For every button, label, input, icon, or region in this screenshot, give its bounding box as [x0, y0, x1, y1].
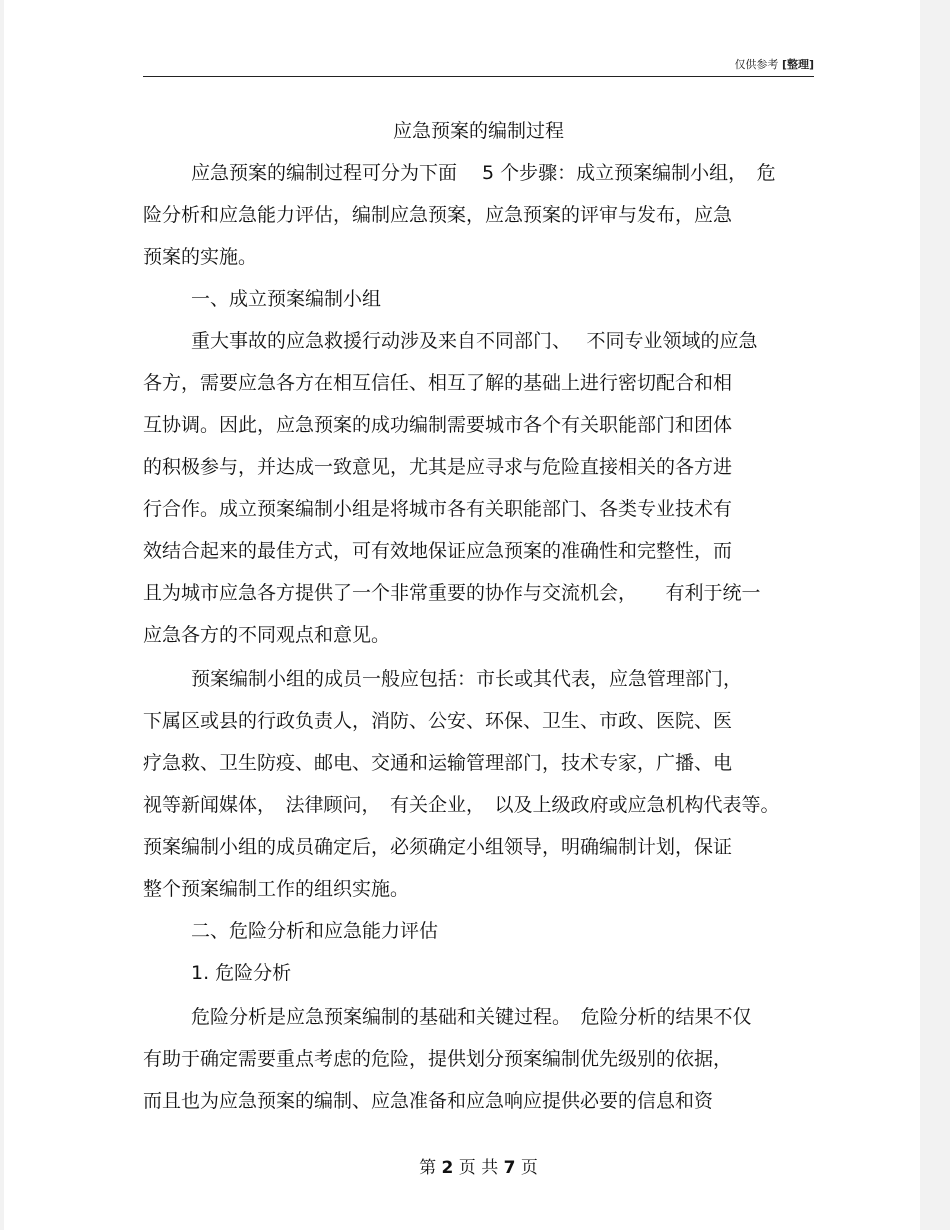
paragraph-line: 应急各方的不同观点和意见。: [143, 624, 391, 646]
paragraph-line: 互协调。因此，应急预案的成功编制需要城市各个有关职能部门和团体: [143, 414, 733, 436]
paragraph-line: 重大事故的应急救援行动涉及来自不同部门、 不同专业领域的应急: [191, 330, 758, 352]
paragraph-line: 预案编制小组的成员一般应包括：市长或其代表，应急管理部门，: [191, 668, 743, 690]
paragraph-line: 且为城市应急各方提供了一个非常重要的协作与交流机会， 有利于统一: [143, 582, 761, 604]
paragraph-line: 有助于确定需要重点考虑的危险，提供划分预案编制优先级别的依据，: [143, 1048, 733, 1070]
footer-gong: 共: [481, 1158, 499, 1178]
paragraph-line: 行合作。成立预案编制小组是将城市各有关职能部门、各类专业技术有: [143, 498, 733, 520]
section-heading: 一、成立预案编制小组: [191, 288, 382, 310]
paragraph-line: 的积极参与，并达成一致意见，尤其是应寻求与危险直接相关的各方进: [143, 456, 733, 478]
footer-ye: 页: [458, 1158, 476, 1178]
header-note: 仅供参考: [734, 58, 779, 71]
paragraph-line: 而且也为应急预案的编制、应急准备和应急响应提供必要的信息和资: [143, 1090, 714, 1112]
paragraph-line: 险分析和应急能力评估，编制应急预案，应急预案的评审与发布，应急: [143, 204, 733, 226]
subsection-heading: 1. 危险分析: [191, 962, 292, 984]
paragraph-line: 整个预案编制工作的组织实施。: [143, 878, 410, 900]
total-pages-number: 7: [503, 1158, 516, 1178]
document-page: [4, 0, 920, 1230]
paragraph-line: 效结合起来的最佳方式，可有效地保证应急预案的准确性和完整性，而: [143, 540, 733, 562]
page-footer: [143, 1153, 814, 1178]
page-header: [143, 56, 814, 72]
current-page-number: 2: [441, 1158, 454, 1178]
paragraph-line: 视等新闻媒体， 法律顾问， 有关企业， 以及上级政府或应急机构代表等。: [143, 794, 780, 816]
paragraph-line: 各方，需要应急各方在相互信任、相互了解的基础上进行密切配合和相: [143, 372, 733, 394]
header-tag: [整理]: [781, 58, 814, 71]
paragraph-line: 预案的实施。: [143, 246, 258, 268]
section-heading: 二、危险分析和应急能力评估: [191, 920, 439, 942]
footer-ye-end: 页: [520, 1158, 538, 1178]
paragraph-line: 预案编制小组的成员确定后，必须确定小组领导，明确编制计划，保证: [143, 836, 733, 858]
header-rule: [143, 76, 814, 77]
paragraph-line: 疗急救、卫生防疫、邮电、交通和运输管理部门，技术专家，广播、电: [143, 752, 733, 774]
footer-di: 第: [419, 1158, 437, 1178]
paragraph-line: 危险分析是应急预案编制的基础和关键过程。 危险分析的结果不仅: [191, 1006, 752, 1028]
paragraph-line: 应急预案的编制过程可分为下面 5 个步骤：成立预案编制小组， 危: [191, 162, 776, 184]
document-title: 应急预案的编制过程: [392, 120, 564, 142]
paragraph-line: 下属区或县的行政负责人，消防、公安、环保、卫生、市政、医院、医: [143, 710, 733, 732]
